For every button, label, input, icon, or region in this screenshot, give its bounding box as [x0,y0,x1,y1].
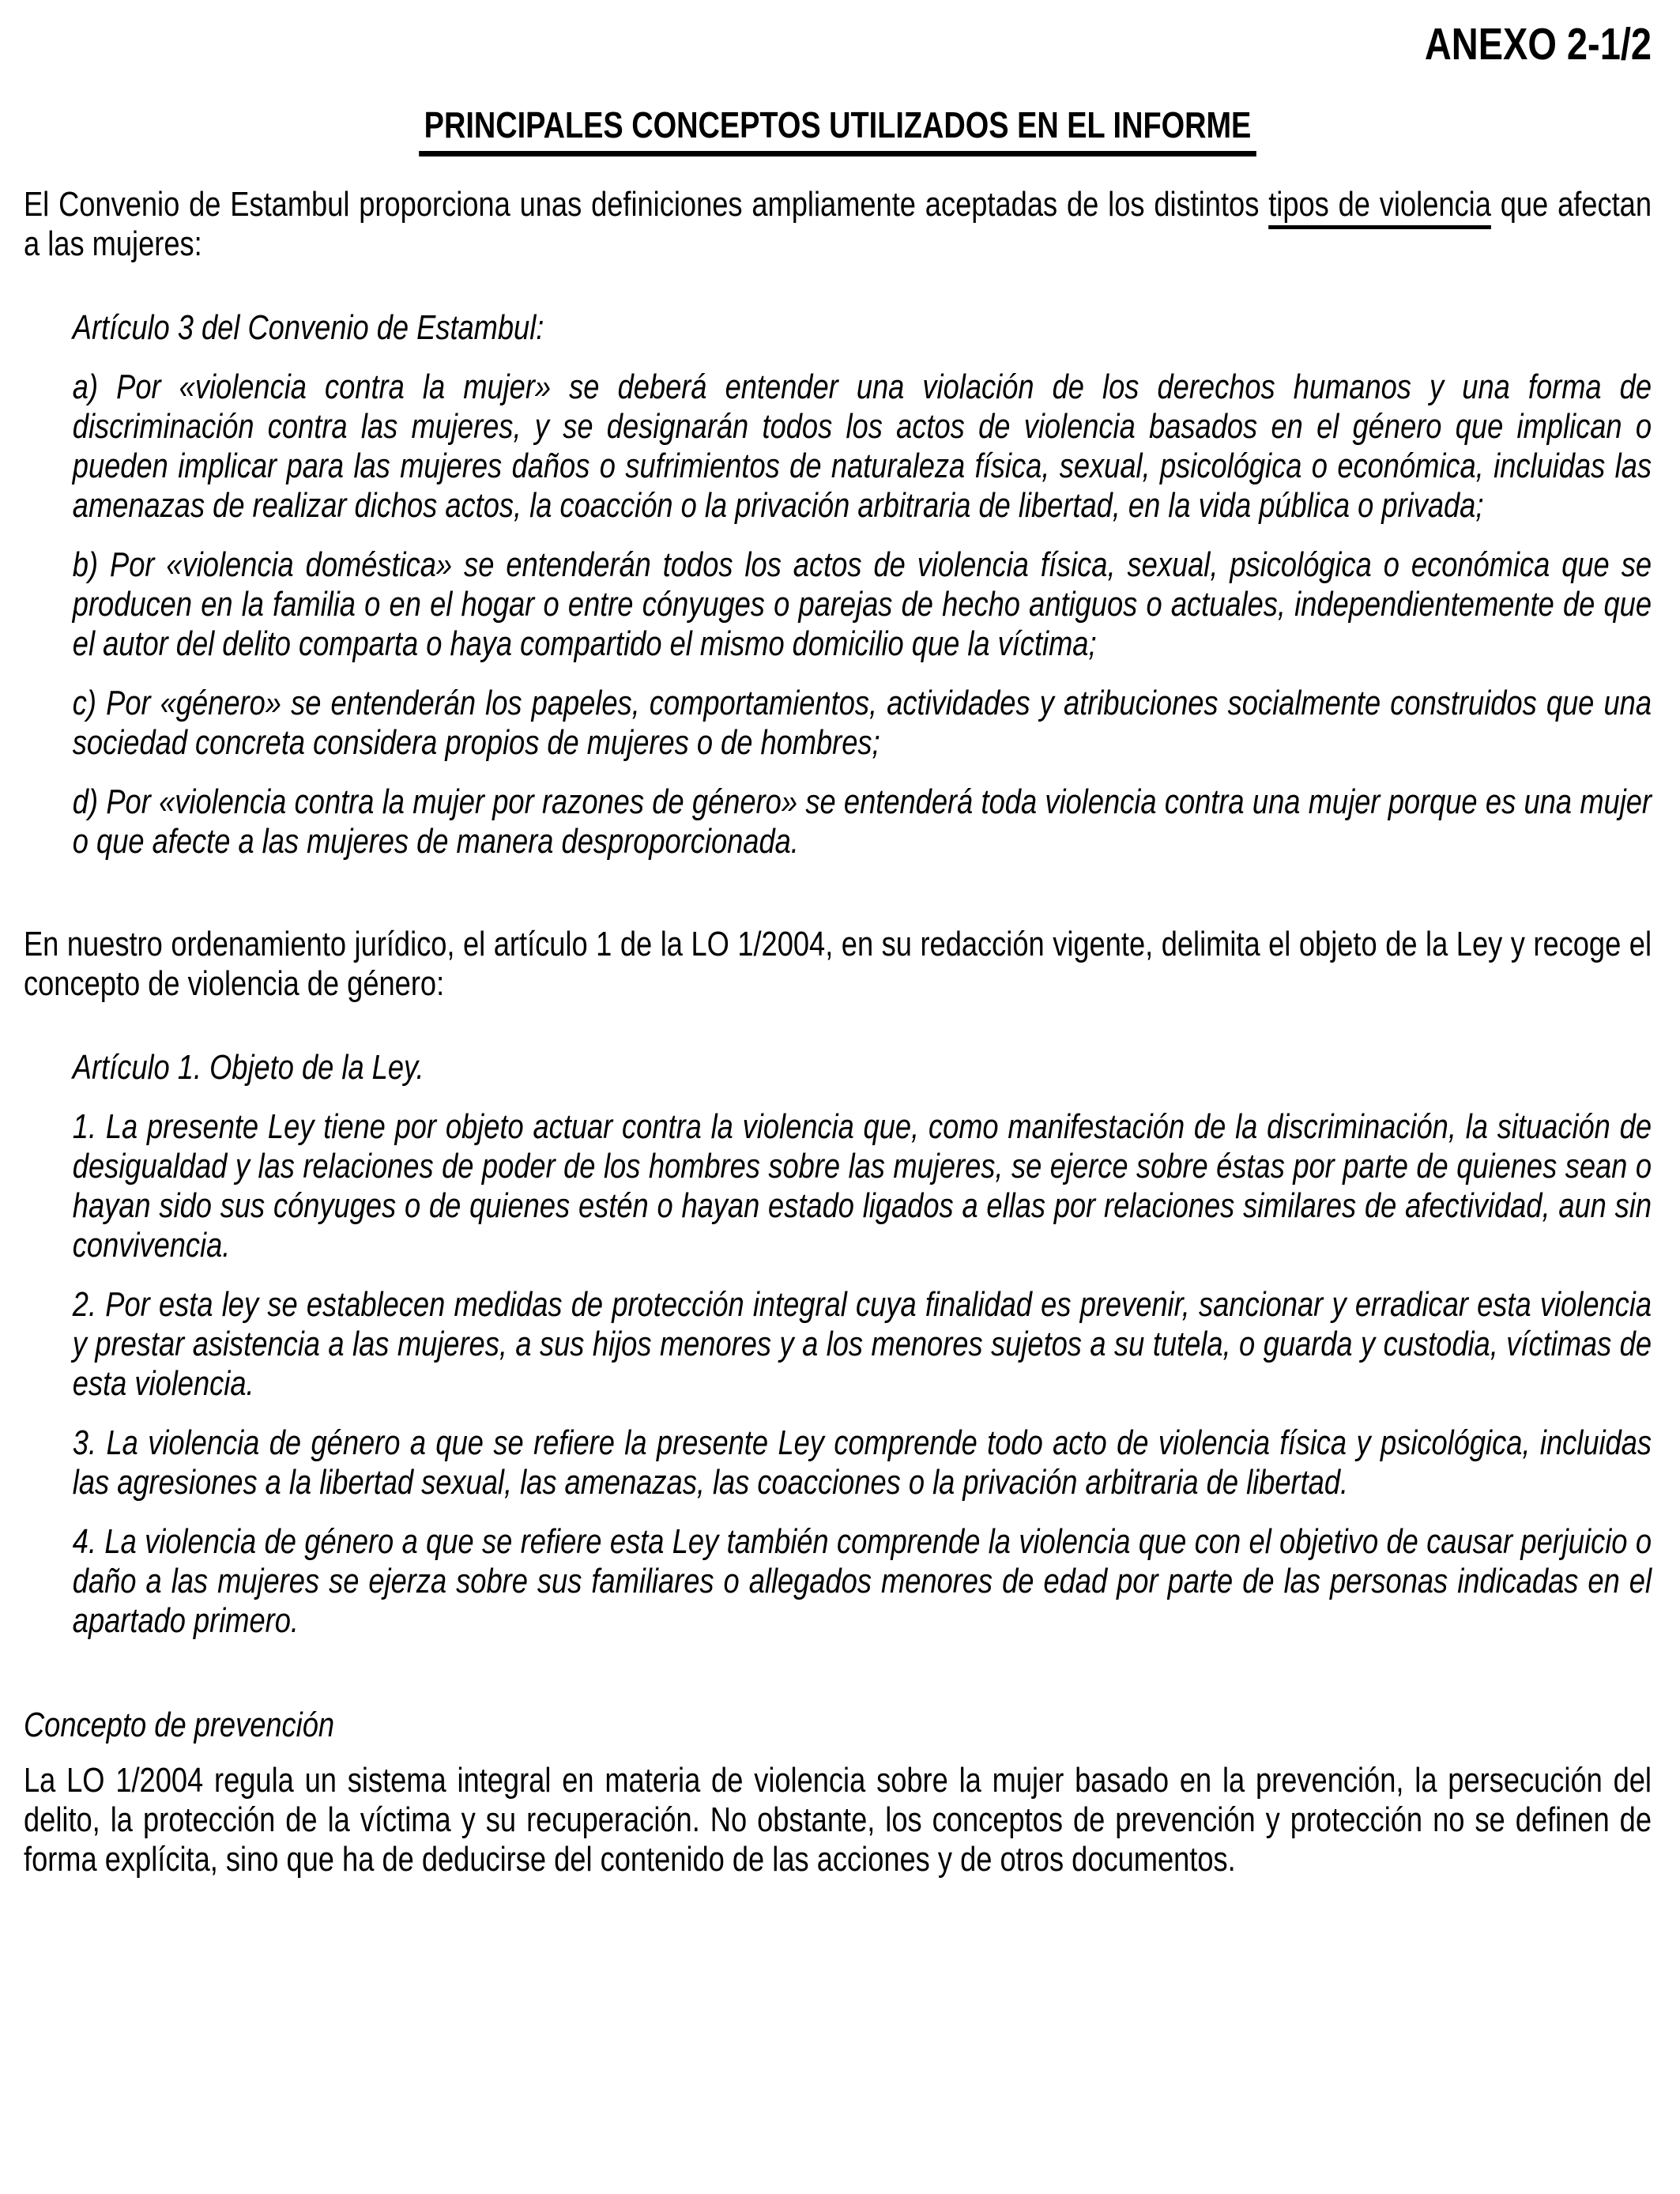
article3-item-d: d) Por «violencia contra la mujer por razones de género» se entenderá toda violencia contra una mujer porque es una mujer o que afecte a las mujeres de manera desproporcionada. [72,782,1652,861]
article3-heading: Artículo 3 del Convenio de Estambul: [72,308,544,347]
article1-item-4: 4. La violencia de género a que se refiere esta Ley también comprende la violencia que con el objetivo de causar perjuicio o daño a las mujeres se ejerza sobre sus familiares o allegados menores de edad por parte de las personas indicadas en el apartado primero. [72,1522,1652,1640]
annex-label: ANEXO 2-1/2 [1424,19,1652,70]
article1-item-1: 1. La presente Ley tiene por objeto actuar contra la violencia que, como manifestación de la discriminación, la situación de desigualdad y las relaciones de poder de los hombres sobre las mujeres, se ejerce sobre éstas por parte de quienes sean o hayan sido sus cónyuges o de quienes estén o hayan estado ligados a ellas por relaciones similares de afectividad, aun sin convivencia. [72,1107,1652,1265]
article1-item-2: 2. Por esta ley se establecen medidas de protección integral cuya finalidad es prevenir, sancionar y erradicar esta violencia y prestar asistencia a las mujeres, a sus hijos menores y a los menores sujetos a su tutela, o guarda y custodia, víctimas de esta violencia. [72,1285,1652,1403]
document-content [24,21,1652,1879]
article3-item-a: a) Por «violencia contra la mujer» se deberá entender una violación de los derechos humanos y una forma de discriminación contra las mujeres, y se designarán todos los actos de violencia basados en el género que implican o pueden implicar para las mujeres daños o sufrimientos de naturaleza física, sexual, psicológica o económica, incluidas las amenazas de realizar dichos actos, la coacción o la privación arbitraria de libertad, en la vida pública o privada; [72,368,1652,525]
lo-intro-paragraph: En nuestro ordenamiento jurídico, el artículo 1 de la LO 1/2004, en su redacción vigente, delimita el objeto de la Ley y recoge el concepto de violencia de género: [24,925,1652,1003]
intro-text-after: que afectan a las mujeres: [24,185,1652,263]
prevention-paragraph: La LO 1/2004 regula un sistema integral en materia de violencia sobre la mujer basado en la prevención, la persecución del delito, la protección de la víctima y su recuperación. No obstante, los conceptos de prevención y protección no se definen de forma explícita, sino que ha de deducirse del contenido de las acciones y de otros documentos. [24,1761,1652,1879]
article3-item-b: b) Por «violencia doméstica» se entenderán todos los actos de violencia física, sexual, psicológica o económica que se producen en la familia o en el hogar o entre cónyuges o parejas de hecho antiguos o actuales, independientemente de que el autor del delito comparta o haya compartido el mismo domicilio que la víctima; [72,545,1652,663]
article3-item-c: c) Por «género» se entenderán los papeles, comportamientos, actividades y atribuciones socialmente construidos que una sociedad concreta considera propios de mujeres o de hombres; [72,684,1652,762]
article1-heading: Artículo 1. Objeto de la Ley. [72,1048,424,1087]
intro-text-before: El Convenio de Estambul proporciona unas definiciones ampliamente aceptadas de los distintos [24,185,1269,224]
title-row [24,104,1652,156]
prevention-heading: Concepto de prevención [24,1706,335,1744]
intro-paragraph [24,185,1652,264]
underlined-phrase: tipos de violencia [1268,185,1491,224]
article1-item-3: 3. La violencia de género a que se refiere la presente Ley comprende todo acto de violencia física y psicológica, incluidas las agresiones a la libertad sexual, las amenazas, las coacciones o la privación arbitraria de libertad. [72,1423,1652,1502]
page-title: PRINCIPALES CONCEPTOS UTILIZADOS EN EL INFORME [419,104,1256,156]
